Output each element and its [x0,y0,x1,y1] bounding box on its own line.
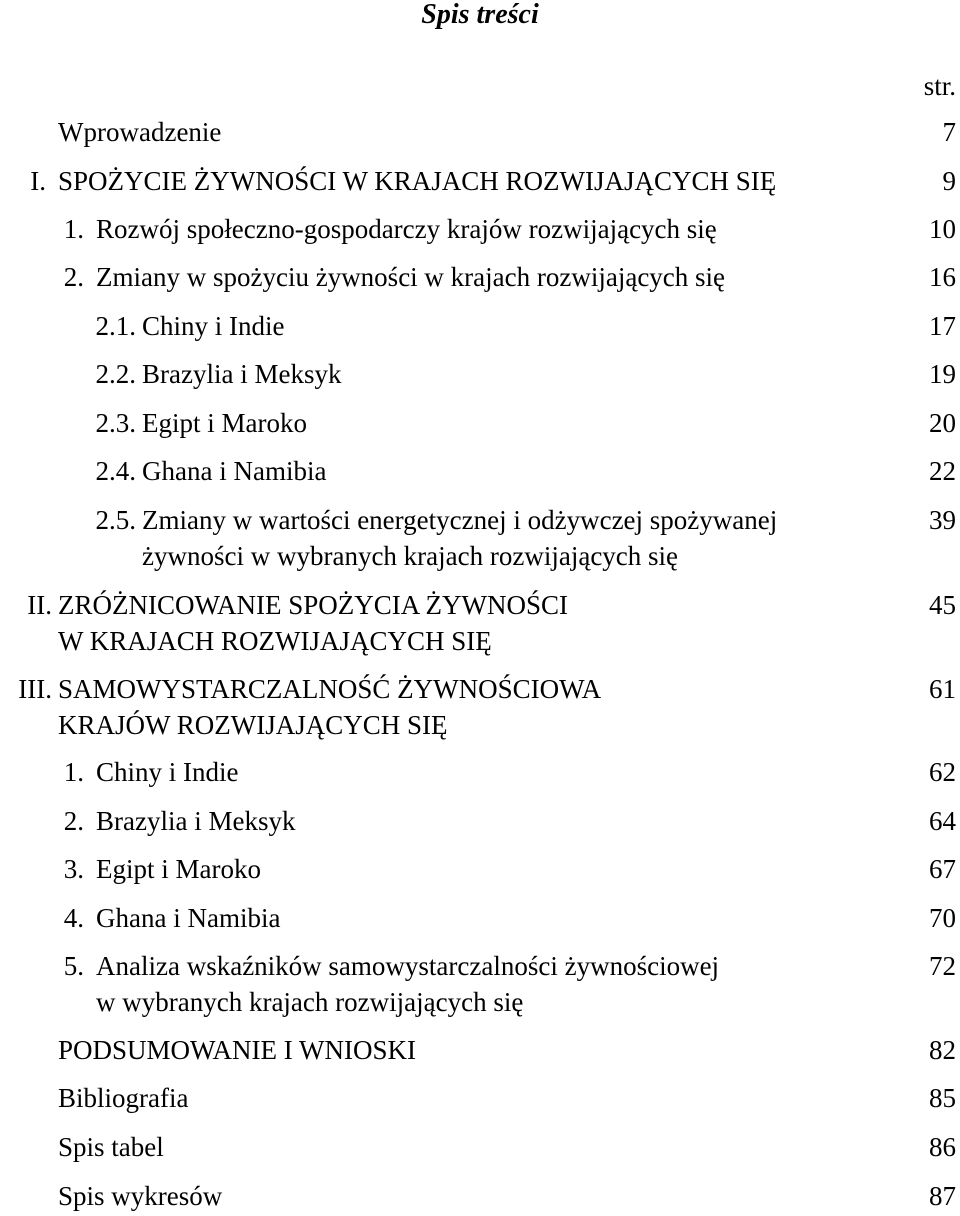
toc-entry-page: 9 [942,166,956,196]
toc-entry-title: W KRAJACH ROZWIJAJĄCYCH SIĘ [58,626,492,656]
toc-entry-title: żywności w wybranych krajach rozwijających się [142,541,679,571]
toc-entry [0,756,960,792]
toc-entry [0,673,960,745]
toc-entry-title: Zmiany w wartości energetycznej i odżywczej spożywanej [142,505,778,535]
toc-entry-page: 17 [929,311,956,341]
toc-entry-title: Brazylia i Meksyk [142,359,342,389]
toc-entry [0,1180,960,1216]
toc-entry-page: 39 [929,505,956,535]
page-title: Spis treści [421,0,539,30]
toc-entry-page: 22 [929,456,956,486]
toc-entry-number: I. [30,166,46,196]
toc-entry-title: PODSUMOWANIE I WNIOSKI [58,1035,416,1065]
toc-entry-page: 86 [929,1132,956,1162]
toc-entry [0,310,960,346]
toc-entry-page: 19 [929,359,956,389]
toc-entry [0,116,960,152]
toc-entry-page: 70 [929,903,956,933]
toc-entry-title: Zmiany w spożyciu żywności w krajach rozwijających się [96,262,726,292]
toc-entry-title: ZRÓŻNICOWANIE SPOŻYCIA ŻYWNOŚCI [58,590,568,620]
toc-entry-page: 82 [929,1035,956,1065]
toc-entry-number: 2.4. [95,456,136,486]
toc-entry-page: 85 [929,1083,956,1113]
toc-entry-number: III. [18,674,52,704]
toc-entry-number: 2.2. [95,359,136,389]
toc-entry-page: 72 [929,951,956,981]
toc-entry-page: 67 [929,854,956,884]
toc-entry-page: 64 [929,806,956,836]
toc-entry-title: Chiny i Indie [142,311,285,341]
toc-entry-title: w wybranych krajach rozwijających się [96,987,524,1017]
toc-entry-number: 1. [63,757,84,787]
toc-entry-title: Bibliografia [58,1083,189,1113]
toc-entry-title: Wprowadzenie [58,117,222,147]
toc-entry-title: Chiny i Indie [96,757,239,787]
toc-entry [0,1082,960,1118]
toc-entry-number: 3. [63,854,84,884]
toc-entry-page: 16 [929,262,956,292]
toc-entry-title: KRAJÓW ROZWIJAJĄCYCH SIĘ [58,710,448,740]
toc-entry-number: 4. [63,903,84,933]
toc-entry [0,589,960,661]
toc-entry-number: 2. [63,806,84,836]
toc-entry-number: 1. [63,214,84,244]
toc-entry-page: 45 [929,590,956,620]
toc-entry [0,1131,960,1167]
toc-entry [0,805,960,841]
toc-entry [0,504,960,576]
toc-entry-number: 5. [63,951,84,981]
toc-entry-title: SPOŻYCIE ŻYWNOŚCI W KRAJACH ROZWIJAJĄCYCH SIĘ [58,166,777,196]
toc-entry [0,455,960,491]
toc-entry-page: 61 [929,674,956,704]
toc-entry-title: Spis wykresów [58,1181,223,1211]
toc-entry-title: Ghana i Namibia [96,903,281,933]
toc-entry-number: 2.5. [95,505,136,535]
toc-entry [0,902,960,938]
toc-entry-number: 2.1. [95,311,136,341]
toc-entry-title: Egipt i Maroko [142,408,307,438]
toc-entry [0,407,960,443]
toc-entry-title: Ghana i Namibia [142,456,327,486]
toc-entry-title: Analiza wskaźników samowystarczalności żywnościowej [96,951,720,981]
toc-entry [0,1034,960,1070]
toc-entry-number: 2.3. [95,408,136,438]
toc-entry-title: Rozwój społeczno-gospodarczy krajów rozwijających się [96,214,717,244]
toc-entry [0,358,960,394]
toc-entry-number: 2. [63,262,84,292]
page-column-label: str. [923,71,956,101]
toc-entry [0,261,960,297]
toc-entry-title: Brazylia i Meksyk [96,806,296,836]
toc-entry [0,165,960,201]
toc-entry [0,853,960,889]
toc-entry [0,950,960,1022]
toc-entry-number: II. [27,590,52,620]
toc-entry-page: 7 [942,117,956,147]
toc-entry-title: Spis tabel [58,1132,164,1162]
toc-entry-page: 20 [929,408,956,438]
toc-entry-page: 87 [929,1181,956,1211]
toc-entry-title: Egipt i Maroko [96,854,261,884]
toc-entry-title: SAMOWYSTARCZALNOŚĆ ŻYWNOŚCIOWA [58,674,602,704]
toc-entry [0,213,960,249]
toc-entry-page: 62 [929,757,956,787]
toc-entry-page: 10 [929,214,956,244]
